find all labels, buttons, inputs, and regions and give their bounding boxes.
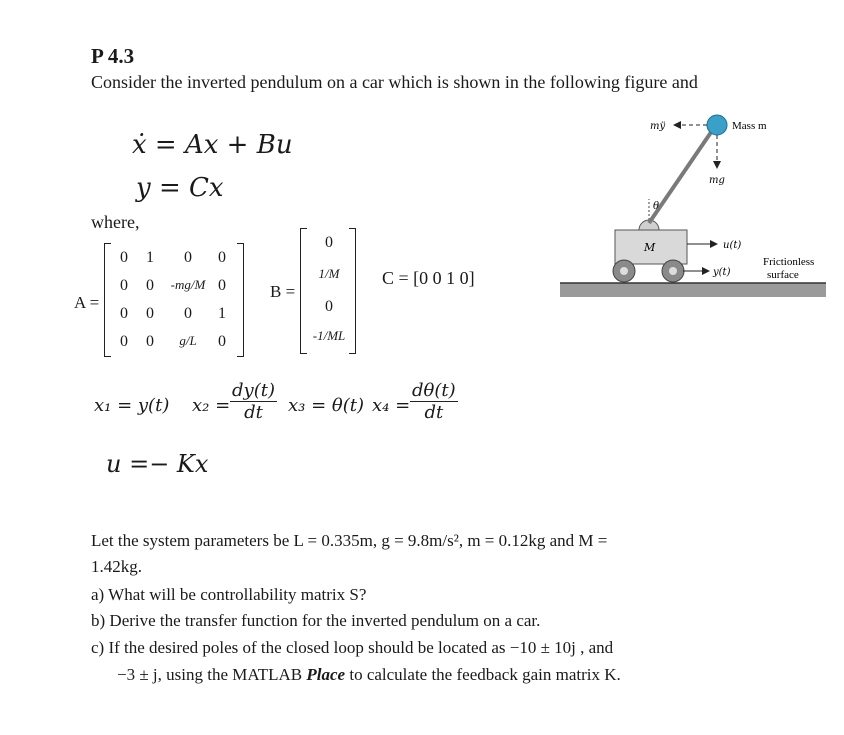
mass-force-label: mÿ — [650, 121, 666, 132]
matrix-a-cell: 0 — [184, 305, 192, 322]
matrix-a — [104, 243, 244, 359]
matrix-a-cell: 0 — [218, 277, 226, 294]
matrix-a-cell: 0 — [146, 305, 154, 322]
state-x1: x₁ = y(t) — [94, 395, 170, 416]
output-equation: y = Cx — [136, 173, 224, 203]
matrix-b-cell: 1/M — [318, 266, 340, 281]
question-c-pre: −3 ± j, using the MATLAB — [117, 665, 307, 684]
matrix-a-cell: 0 — [218, 333, 226, 350]
intro-text: Consider the inverted pendulum on a car which is shown in the following figure and — [91, 72, 698, 92]
pendulum-figure — [555, 105, 835, 300]
matrix-b-cell: -1/ML — [312, 328, 346, 343]
surface-label-2: surface — [767, 269, 799, 281]
surface-label-1: Frictionless — [763, 256, 815, 268]
matrix-c: C = [0 0 1 0] — [382, 268, 475, 288]
question-b: b) Derive the transfer function for the inverted pendulum on a car. — [91, 611, 541, 630]
matrix-a-cell: 0 — [184, 249, 192, 266]
x2-numerator: dy(t) — [232, 380, 275, 401]
matrix-a-cell: g/L — [179, 333, 197, 348]
state-x2-lhs: x₂ = — [192, 395, 231, 416]
cart-mass-label: M — [644, 241, 656, 254]
matrix-a-cell: -mg/M — [170, 277, 206, 292]
matrix-a-cell: 0 — [120, 249, 128, 266]
pendulum-mass — [707, 115, 727, 135]
question-c-line-2 — [117, 665, 621, 685]
matrix-a-cell: 1 — [218, 305, 226, 322]
matrix-b-label: B = — [270, 282, 296, 301]
state-equation: ẋ = Ax + Bu — [132, 130, 293, 160]
matrix-a-cell: 0 — [146, 333, 154, 350]
x4-denominator: dt — [424, 402, 444, 423]
gravity-label: mg — [709, 175, 725, 186]
ground-surface — [560, 283, 826, 297]
position-y-label: y(t) — [713, 267, 731, 278]
x2-denominator: dt — [244, 402, 263, 423]
matrix-b-cell: 0 — [325, 298, 333, 315]
force-u-label: u(t) — [723, 240, 742, 251]
params-line-1: Let the system parameters be L = 0.335m, g = 9.8m/s², m = 0.12kg and M = — [91, 531, 608, 550]
matrix-b-cell: 0 — [325, 234, 333, 251]
theta-label: θ — [653, 201, 660, 212]
matrix-a-cell: 0 — [120, 333, 128, 350]
mass-label: Mass m — [732, 120, 767, 132]
question-a: a) What will be controllability matrix S? — [91, 585, 367, 604]
matrix-b — [300, 228, 356, 356]
control-law: u =− Kx — [106, 450, 209, 478]
params-line-2: 1.42kg. — [91, 557, 142, 576]
where-label: where, — [91, 212, 140, 232]
state-x3: x₃ = θ(t) — [288, 395, 365, 416]
pendulum-rod — [649, 125, 716, 223]
problem-heading: P 4.3 — [91, 44, 135, 68]
matrix-a-label: A = — [74, 293, 100, 312]
matrix-a-cell: 1 — [146, 249, 154, 266]
state-x4-fraction — [410, 380, 458, 423]
matrix-a-cell: 0 — [146, 277, 154, 294]
state-x4-lhs: x₄ = — [372, 395, 411, 416]
matrix-a-cell: 0 — [218, 249, 226, 266]
matrix-a-cell: 0 — [120, 277, 128, 294]
place-keyword: Place — [306, 665, 346, 684]
question-c-line-1: c) If the desired poles of the closed loop should be located as −10 ± 10j , and — [91, 638, 614, 657]
question-c-post: to calculate the feedback gain matrix K. — [345, 665, 621, 684]
matrix-a-cell: 0 — [120, 305, 128, 322]
x4-numerator: dθ(t) — [412, 380, 456, 401]
state-x2-fraction — [230, 380, 277, 423]
